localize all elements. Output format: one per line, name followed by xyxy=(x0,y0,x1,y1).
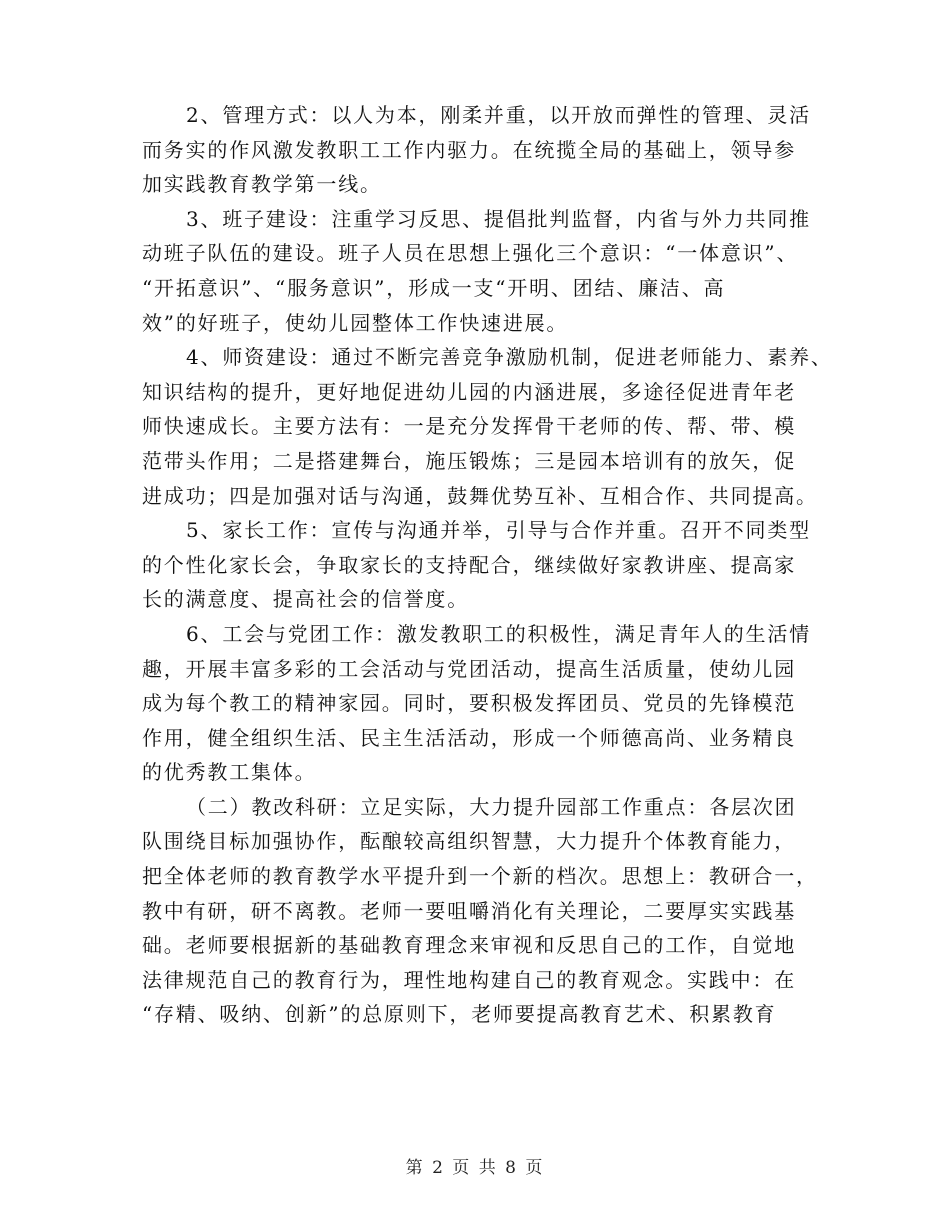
text-line: 教中有研，研不离教。老师一要咀嚼消化有关理论，二要厚实实践基 xyxy=(142,898,796,923)
text-line: 队围绕目标加强协作，酝酿较高组织智慧，大力提升个体教育能力， xyxy=(142,829,796,854)
text-line: 作用，健全组织生活、民主生活活动，形成一个师德高尚、业务精良 xyxy=(142,725,796,750)
text-line: 2、管理方式：以人为本，刚柔并重，以开放而弹性的管理、灵活 xyxy=(186,103,811,127)
text-line: 的个性化家长会，争取家长的支持配合，继续做好家教讲座、提高家 xyxy=(142,552,796,577)
text-line: 的优秀教工集体。 xyxy=(142,760,317,785)
text-line: 知识结构的提升，更好地促进幼儿园的内涵进展，多途径促进青年老 xyxy=(142,379,796,404)
text-line: 加实践教育教学第一线。 xyxy=(142,172,382,197)
text-line: 长的满意度、提高社会的信誉度。 xyxy=(142,587,469,612)
text-line: 3、班子建设：注重学习反思、提倡批判监督，内省与外力共同推 xyxy=(186,206,811,231)
text-line: （二）教改科研：立足实际，大力提升园部工作重点：各层次团 xyxy=(186,794,797,819)
text-line: “开拓意识”、“服务意识”，形成一支“开明、团结、廉洁、高 xyxy=(142,275,726,300)
text-line: 础。老师要根据新的基础教育理念来审视和反思自己的工作，自觉地 xyxy=(142,933,796,958)
text-line: 进成功；四是加强对话与沟通，鼓舞优势互补、互相合作、共同提高。 xyxy=(142,483,818,508)
text-line: 趣，开展丰富多彩的工会活动与党团活动，提高生活质量，使幼儿园 xyxy=(142,656,796,681)
text-line: 4、师资建设：通过不断完善竞争激励机制，促进老师能力、素养、 xyxy=(186,345,833,370)
text-line: 而务实的作风激发教职工工作内驱力。在统揽全局的基础上，领导参 xyxy=(142,137,796,162)
body-text xyxy=(142,98,832,1032)
text-line: 6、工会与党团工作：激发教职工的积极性，满足青年人的生活情 xyxy=(186,621,811,646)
text-line: 成为每个教工的精神家园。同时，要积极发挥团员、党员的先锋模范 xyxy=(142,691,796,716)
text-line: “存精、吸纳、创新”的总原则下，老师要提高教育艺术、积累教育 xyxy=(142,1002,777,1027)
text-line: 动班子队伍的建设。班子人员在思想上强化三个意识：“一体意识”、 xyxy=(142,241,799,266)
text-line: 范带头作用；二是搭建舞台，施压锻炼；三是园本培训有的放矢，促 xyxy=(142,448,796,473)
text-line: 把全体老师的教育教学水平提升到一个新的档次。思想上：教研合一， xyxy=(142,864,818,889)
text-line: 5、家长工作：宣传与沟通并举，引导与合作并重。召开不同类型 xyxy=(186,518,811,543)
text-line: 法律规范自己的教育行为，理性地构建自己的教育观念。实践中：在 xyxy=(142,967,796,992)
text-line: 效”的好班子，使幼儿园整体工作快速进展。 xyxy=(142,310,569,335)
text-line: 师快速成长。主要方法有：一是充分发挥骨干老师的传、帮、带、模 xyxy=(142,414,796,439)
page-number-footer: 第 2 页 共 8 页 xyxy=(405,1158,545,1178)
